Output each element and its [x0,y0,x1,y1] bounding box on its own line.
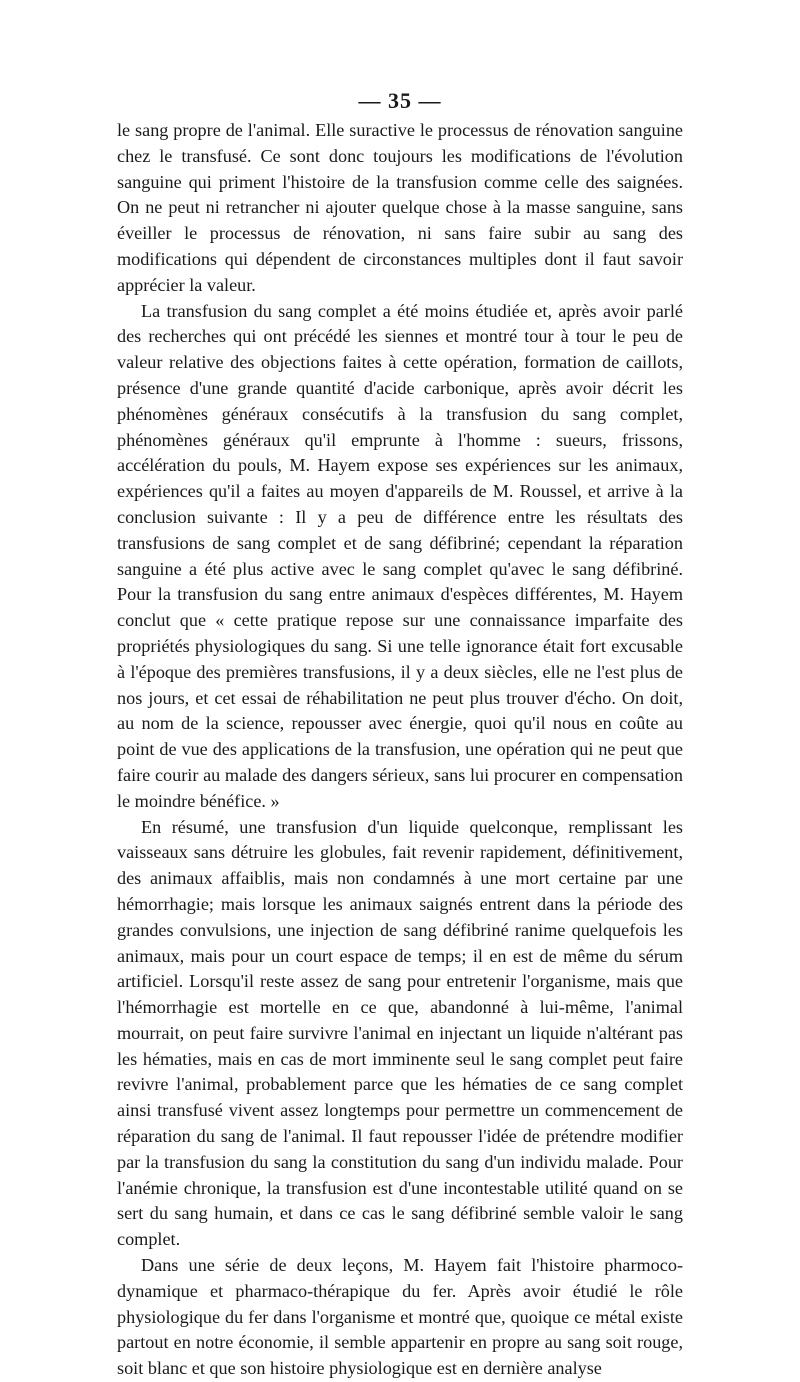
body-text [117,118,683,1382]
paragraph: En résumé, une transfusion d'un liquide quelconque, remplissant les vaisseaux sans détruire les globules, fait revenir rapidement, définitivement, des animaux affaiblis, mais non condamnés à une mort certaine par une hémorrhagie; mais lorsque les animaux saignés entrent dans la période des grandes convulsions, une injection de sang défibriné ranime quelquefois les animaux, mais pour un court espace de temps; il en est de même du sérum artificiel. Lorsqu'il reste assez de sang pour entretenir l'organisme, mais que l'hémorrhagie est mortelle en ce que, abandonné à lui-même, l'animal mourrait, on peut faire survivre l'animal en injectant un liquide n'altérant pas les hématies, mais en cas de mort imminente seul le sang complet peut faire revivre l'animal, probablement parce que les hématies de ce sang complet ainsi transfusé vivent assez longtemps pour permettre un commencement de réparation du sang de l'animal. Il faut repousser l'idée de prétendre modifier par la transfusion du sang la constitution du sang d'un individu malade. Pour l'anémie chronique, la transfusion est d'une incontestable utilité quand on se sert du sang humain, et dans ce cas le sang défibriné semble valoir le sang complet. [117,816,683,1250]
paragraph-continuation: le sang propre de l'animal. Elle suractive le processus de rénovation sanguine chez le transfusé. Ce sont donc toujours les modifications de l'évolution sanguine qui priment l'histoire de la transfusion comme celle des saignées. On ne peut ni retrancher ni ajouter quelque chose à la masse sanguine, sans éveiller le processus de rénovation, ni sans faire subir au sang des modifications qui dépendent de circonstances multiples dont il faut savoir apprécier la valeur. [117,120,683,295]
page-number: — 35 — [358,88,442,113]
paragraph: La transfusion du sang complet a été moins étudiée et, après avoir parlé des recherches qui ont précédé les siennes et montré tour à tour le peu de valeur relative des objections faites à cette opération, formation de caillots, présence d'une grande quantité d'acide carbonique, après avoir décrit les phénomènes généraux consécutifs à la transfusion du sang complet, phénomènes généraux qu'il emprunte à l'homme : sueurs, frissons, accélération du pouls, M. Hayem expose ses expériences sur les animaux, expériences qu'il a faites au moyen d'appareils de M. Roussel, et arrive à la conclusion suivante : Il y a peu de différence entre les résultats des transfusions de sang complet et de sang défibriné; cependant la réparation sanguine a été plus active avec le sang complet qu'avec le sang défibriné. Pour la transfusion du sang entre animaux d'espèces différentes, M. Hayem conclut que « cette pratique repose sur une connaissance imparfaite des propriétés physiologiques du sang. Si une telle ignorance était fort excusable à l'époque des premières transfusions, il y a deux siècles, elle ne l'est plus de nos jours, et cet essai de réhabilitation ne peut plus trouver d'écho. On doit, au nom de la science, repousser avec énergie, quoi qu'il nous en coûte au point de vue des applications de la transfusion, une opération qui ne peut que faire courir au malade des dangers sérieux, sans lui procurer en compensation le moindre bénéfice. » [117,300,683,811]
paragraph: Dans une série de deux leçons, M. Hayem fait l'histoire pharmoco-dynamique et pharmaco-thérapique du fer. Après avoir étudié le rôle physiologique du fer dans l'organisme et montré que, quoique ce métal existe partout en notre économie, il semble appartenir en propre au sang soit rouge, soit blanc et que son histoire physiologique est en dernière analyse [117,1255,683,1379]
